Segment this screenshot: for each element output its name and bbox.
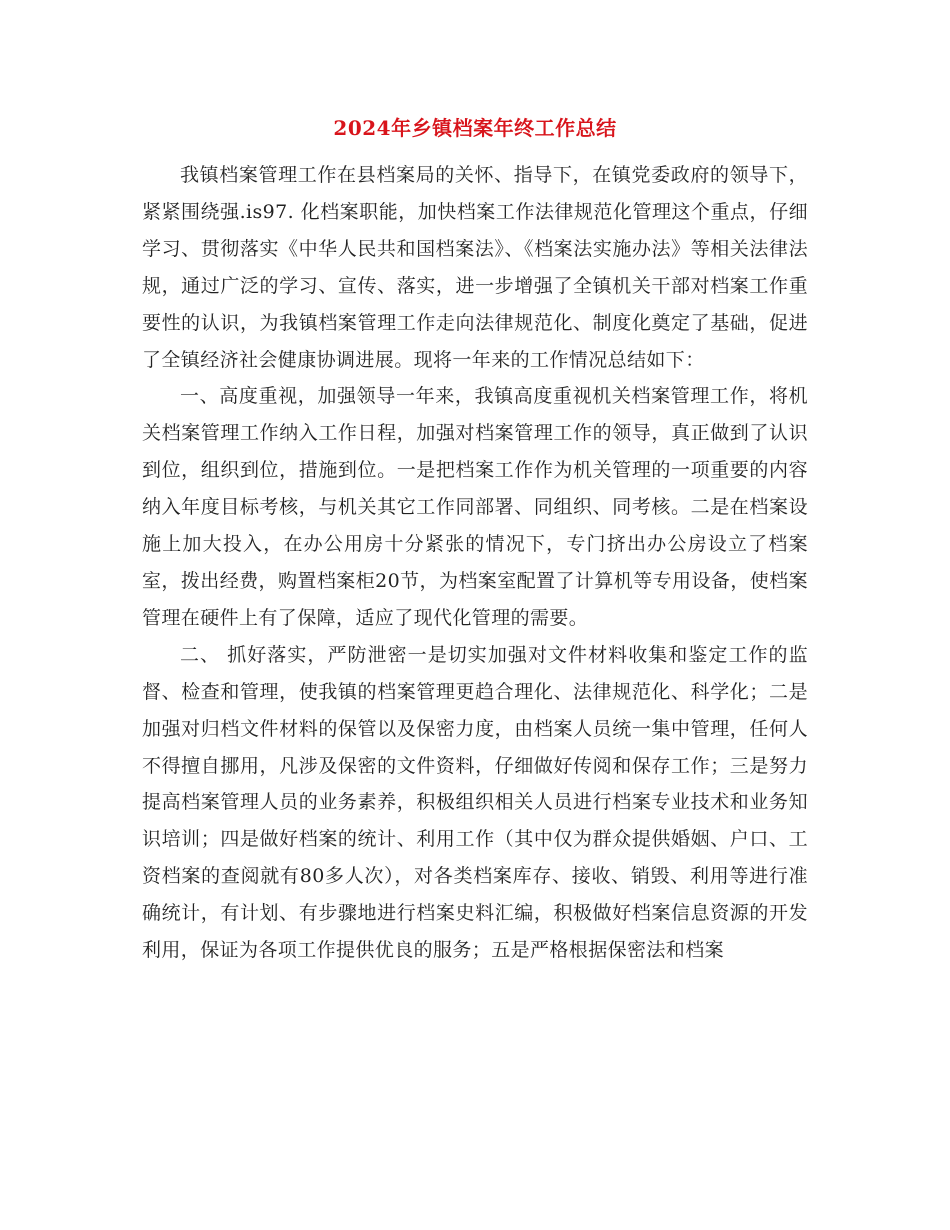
paragraph-section-1: 一、高度重视，加强领导一年来，我镇高度重视机关档案管理工作，将机关档案管理工作纳入工作日程，加强对档案管理工作的领导，真正做到了认识到位，组织到位，措施到位。一是把档案工作作为机关管理的一项重要的内容纳入年度目标考核，与机关其它工作同部署、同组织、同考核。二是在档案设施上加大投入，在办公用房十分紧张的情况下，专门挤出办公房设立了档案室，拨出经费，购置档案柜20节，为档案室配置了计算机等专用设备，使档案管理在硬件上有了保障，适应了现代化管理的需要。	[142, 385, 808, 629]
paragraph-intro: 我镇档案管理工作在县档案局的关怀、指导下，在镇党委政府的领导下，紧紧围绕强.is97. 化档案职能，加快档案工作法律规范化管理这个重点，仔细学习、贯彻落实《中华人民共和国档案法》、《档案法实施办法》等相关法律法规，通过广泛的学习、宣传、落实，进一步增强了全镇机关干部对档案工作重要性的认识，为我镇档案管理工作走向法律规范化、制度化奠定了基础，促进了全镇经济社会健康协调进展。现将一年来的工作情况总结如下：	[142, 164, 808, 371]
document-title: 2024年乡镇档案年终工作总结	[333, 116, 617, 140]
paragraph-section-2: 二、 抓好落实，严防泄密一是切实加强对文件材料收集和鉴定工作的监督、检查和管理，使我镇的档案管理更趋合理化、法律规范化、科学化；二是加强对归档文件材料的保管以及保密力度，由档案人员统一集中管理，任何人不得擅自挪用，凡涉及保密的文件资料，仔细做好传阅和保存工作；三是努力提高档案管理人员的业务素养，积极组织相关人员进行档案专业技术和业务知识培训；四是做好档案的统计、利用工作（其中仅为群众提供婚姻、户口、工资档案的查阅就有80多人次），对各类档案库存、接收、销毁、利用等进行准确统计，有计划、有步骤地进行档案史料汇编，积极做好档案信息资源的开发利用，保证为各项工作提供优良的服务；五是严格根据保密法和档案	[142, 643, 808, 962]
document-body	[142, 157, 808, 969]
